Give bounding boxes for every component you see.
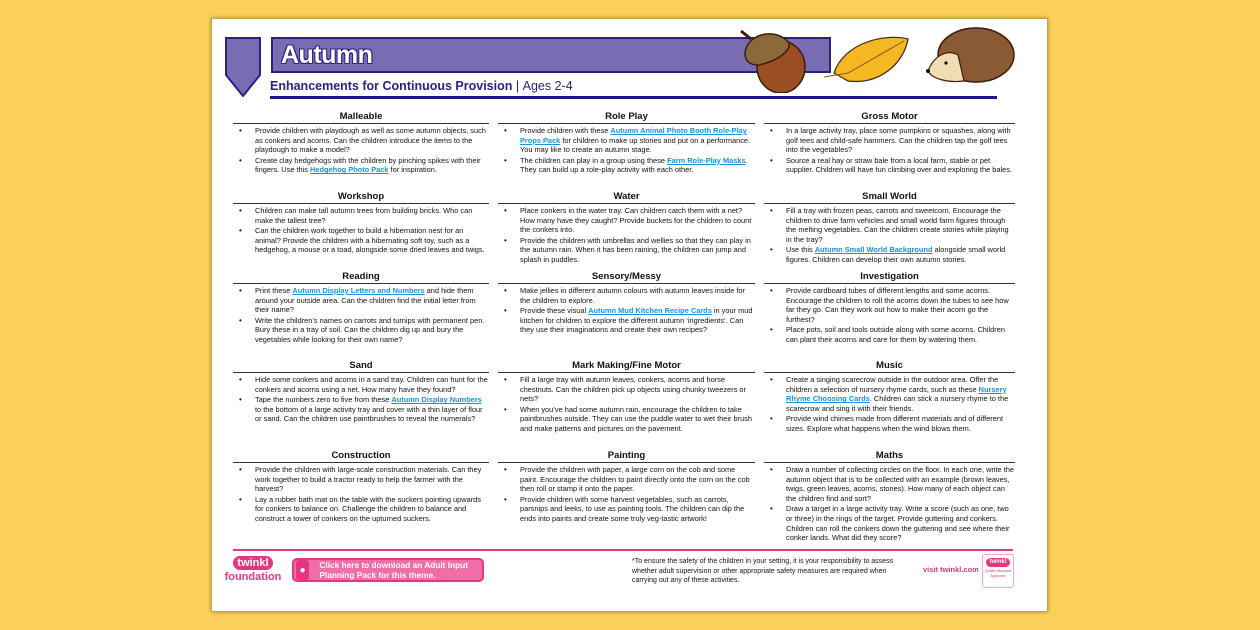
item-text: When you’ve had some autumn rain, encourage the children to take paintbrushes outside. They can use the puddle water to wet their brush and make patterns and pictures on the pavement. [520, 404, 752, 433]
section-title: Mark Making/Fine Motor [498, 360, 755, 373]
item-text: Provide children with playdough as well as some autumn objects, such as conkers and acorns. Can the children introduce the items to the playdough to make a model? [255, 126, 486, 155]
list-item [233, 286, 489, 315]
activity-list [233, 373, 489, 424]
item-text-after: and hide them around your outside area. Can the children find the initial letter from their name? [255, 286, 476, 315]
list-item [764, 126, 1015, 155]
subtitle [270, 79, 573, 93]
list-item [498, 405, 755, 434]
activity-list [498, 204, 755, 265]
item-text: Provide these visual [520, 306, 589, 316]
list-item [498, 126, 755, 155]
section-title: Workshop [233, 191, 489, 204]
activity-list [764, 373, 1015, 434]
header-divider [270, 96, 997, 99]
page-title: Autumn [281, 41, 373, 69]
section-investigation [764, 271, 1015, 360]
list-item [764, 286, 1015, 324]
resource-link[interactable]: Hedgehog Photo Pack [310, 165, 389, 175]
list-item [498, 375, 755, 404]
activity-list [764, 124, 1015, 175]
section-water [498, 191, 755, 271]
item-text: Provide children with these [520, 126, 611, 135]
list-item [233, 226, 489, 255]
item-text: Can the children work together to build a hibernation nest for an animal? Provide the children with a hibernating soft toy, such as a hedgehog, a mouse or a toad, alongside some dried leaves and twigs. [255, 226, 485, 255]
section-title: Music [764, 360, 1015, 373]
item-text-after: in your mud kitchen for children to explore the different autumn ‘ingredients’. Can they use their imaginations and create their own recipes? [520, 306, 753, 335]
item-text: Create a singing scarecrow outside in the outdoor area. Offer the children a selection of nursery rhyme cards, such as these [786, 375, 999, 394]
item-text-after: alongside small world figures. Children can develop their own autumn stories. [786, 245, 1006, 264]
list-item [233, 395, 489, 424]
list-item [764, 375, 1015, 413]
list-item [764, 156, 1015, 175]
section-title: Role Play [498, 111, 755, 124]
list-item [233, 375, 489, 394]
list-item [764, 465, 1015, 503]
logo-bottom-text: foundation [224, 571, 282, 583]
list-item [498, 156, 755, 175]
list-item [498, 465, 755, 494]
section-title: Small World [764, 191, 1015, 204]
section-music [764, 360, 1015, 450]
hedgehog-icon [924, 25, 1016, 87]
section-sand [233, 360, 489, 450]
item-text: In a large activity tray, place some pumpkins or squashes, along with golf tees and child-safe hammers. Can the children tap the golf tees into the vegetables? [786, 126, 1011, 155]
section-title: Malleable [233, 111, 489, 124]
planning-sheet [211, 18, 1048, 612]
resource-link[interactable]: Autumn Small World Background [814, 245, 933, 255]
apple-icon: ● [296, 560, 309, 580]
subtitle-separator: | [515, 79, 520, 93]
resource-link[interactable]: Autumn Mud Kitchen Recipe Cards [588, 306, 712, 316]
activity-grid [233, 111, 1013, 542]
badge-title: twinkl [986, 558, 1010, 567]
section-role-play [498, 111, 755, 191]
section-title: Maths [764, 450, 1015, 463]
list-item [233, 495, 489, 524]
shield-icon [225, 37, 261, 97]
item-text-after: . They can build up a role-play activity with each other. [520, 155, 748, 175]
download-label: Click here to download an Adult Input Planning Pack for this theme. [319, 560, 468, 580]
section-title: Gross Motor [764, 111, 1015, 124]
item-text: Place conkers in the water tray. Can children catch them with a net? How many have they caught? Provide buckets for the children to count the conkers into. [520, 206, 752, 235]
item-text-after: for children to make up stories and put on a performance. You may like to create an autumn stage. [520, 135, 751, 155]
section-gross-motor [764, 111, 1015, 191]
acorn-icon [737, 25, 812, 93]
list-item [233, 206, 489, 225]
section-title: Water [498, 191, 755, 204]
twinkl-foundation-logo[interactable] [222, 556, 284, 592]
activity-list [498, 124, 755, 175]
section-mark-making-fine-motor [498, 360, 755, 450]
item-text: Provide wind chimes made from different materials and of different sizes. Explore what happens when the wind blows them. [786, 414, 1004, 433]
list-item [764, 504, 1015, 542]
resource-link[interactable]: Autumn Display Letters and Numbers [292, 286, 425, 295]
item-text: Provide cardboard tubes of different lengths and some acorns. Encourage the children to roll the acorns down the tubes to see how far they go. Can they work out how to make their acorn go the furthest? [786, 286, 1009, 324]
section-title: Reading [233, 271, 489, 284]
list-item [233, 465, 489, 494]
item-text: The children can play in a group using these [520, 155, 668, 165]
footer-divider [233, 549, 1013, 551]
activity-list [498, 373, 755, 434]
activity-list [233, 284, 489, 345]
item-text: Fill a tray with frozen peas, carrots and sweetcorn. Encourage the children to drive farm vehicles and small world farm figures through the melting vegetables. Can the children create stories while playing in the tray? [786, 206, 1009, 244]
activity-list [233, 204, 489, 255]
item-text: Place pots, soil and tools outside along with some acorns. Children can plant their acorns and care for them by watering them. [786, 325, 1005, 344]
list-item [764, 414, 1015, 433]
activity-list [764, 284, 1015, 345]
section-title: Construction [233, 450, 489, 463]
item-text: Use this [786, 245, 815, 255]
age-range: Ages 2-4 [522, 79, 573, 93]
resource-link[interactable]: Nursery Rhyme Choosing Cards [786, 384, 1007, 404]
resource-link[interactable]: Autumn Display Numbers [391, 395, 482, 405]
section-title: Sensory/Messy [498, 271, 755, 284]
section-sensory-messy [498, 271, 755, 360]
activity-list [498, 463, 755, 524]
section-reading [233, 271, 489, 360]
list-item [233, 126, 489, 155]
item-text: Tape the numbers zero to five from these [255, 395, 392, 405]
section-title: Investigation [764, 271, 1015, 284]
subtitle-text: Enhancements for Continuous Provision [270, 79, 513, 93]
activity-list [233, 124, 489, 175]
item-text: Lay a rubber bath mat on the table with the suckers pointing upwards for conkers to balance on. Challenge the children to balance and construct a tower of conkers on the upturned suckers. [255, 494, 481, 523]
badge-caption: Quality Standard Approved [984, 569, 1012, 578]
resource-link[interactable]: Farm Role-Play Masks [667, 155, 746, 165]
item-text: Provide children with some harvest vegetables, such as carrots, parsnips and leeks, to use as painting tools. The children can dip the ends into paints and create some truly veg-tastic artwork! [520, 494, 745, 523]
activity-list [764, 204, 1015, 265]
activity-list [233, 463, 489, 524]
section-workshop [233, 191, 489, 271]
safety-disclaimer: *To ensure the safety of the children in your setting, it is your responsibility to assess whether adult supervision or other appropriate safety measures are required when carrying out any of these activities. [632, 558, 894, 584]
item-text: Write the children’s names on carrots and turnips with permanent pen. Bury these in a tray of soil. Can the children dig up and bury the vegetables while looking for their own name? [255, 315, 485, 344]
list-item [498, 206, 755, 235]
item-text: Provide the children with umbrellas and wellies so that they can play in the autumn rain. When it has been raining, the children can jump and splash in puddles. [520, 235, 751, 264]
item-text: Source a real hay or straw bale from a local farm, stable or pet supplier. Children will have fun climbing over and exploring the bales. [786, 155, 1012, 175]
section-maths [764, 450, 1015, 542]
quality-badge [982, 554, 1014, 588]
item-text: Create clay hedgehogs with the children by pinching spikes with their fingers. Use this [255, 155, 481, 175]
item-text-after: to the bottom of a large activity tray and cover with a thin layer of flour or sand. Can the children use paintbrushes to reveal the numerals? [255, 404, 483, 424]
item-text-after: . Children can stick a nursery rhyme to the scarecrow and sing it with their friends. [786, 394, 1009, 413]
activity-list [498, 284, 755, 335]
item-text: Provide the children with large-scale construction materials. Can they work together to build a tractor ready to help the farmer with the harvest? [255, 465, 482, 494]
section-title: Sand [233, 360, 489, 373]
visit-twinkl-link[interactable]: visit twinkl.com [923, 565, 979, 574]
list-item [764, 245, 1015, 264]
list-item [233, 316, 489, 345]
item-text-after: for inspiration. [388, 165, 437, 175]
item-text: Make jellies in different autumn colours with autumn leaves inside for the children to explore. [520, 286, 745, 305]
item-text: Print these [255, 286, 293, 295]
list-item [498, 495, 755, 524]
list-item [764, 325, 1015, 344]
item-text: Fill a large tray with autumn leaves, conkers, acorns and horse chestnuts. Can the children pick up objects using chunky tweezers or nets? [520, 375, 746, 404]
section-construction [233, 450, 489, 542]
list-item [764, 206, 1015, 244]
list-item [498, 306, 755, 335]
item-text: Hide some conkers and acorns in a sand tray. Children can hunt for the conkers and acorns using a net. How many have they found? [255, 375, 488, 394]
item-text: Draw a number of collecting circles on the floor. In each one, write the autumn object that is to be collected with an example (brown leaves, twigs, green leaves, acorns, stones). How many of each object can the children find and sort? [786, 465, 1014, 503]
item-text: Draw a target in a large activity tray. Write a score (such as one, two or three) in the rings of the target. Provide guttering and conkers. Children can roll the conkers down the guttering and see where their conker lands. What did they score? [786, 504, 1010, 543]
section-malleable [233, 111, 489, 191]
section-title: Painting [498, 450, 755, 463]
resource-link[interactable]: Autumn Animal Photo Booth Role-Play Props Pack [520, 126, 747, 145]
list-item [498, 236, 755, 265]
list-item [498, 286, 755, 305]
section-painting [498, 450, 755, 542]
leaf-icon [824, 33, 912, 85]
section-small-world [764, 191, 1015, 271]
list-item [233, 156, 489, 175]
activity-list [764, 463, 1015, 543]
logo-top-text: twinkl [233, 556, 273, 570]
download-planning-pack-button[interactable] [292, 558, 484, 582]
item-text: Children can make tall autumn trees from building bricks. Who can make the tallest tree? [255, 206, 473, 225]
item-text: Provide the children with paper, a large corn on the cob and some paint. Encourage the children to paint directly onto the corn on the cob then roll or stamp it onto the paper. [520, 465, 750, 494]
